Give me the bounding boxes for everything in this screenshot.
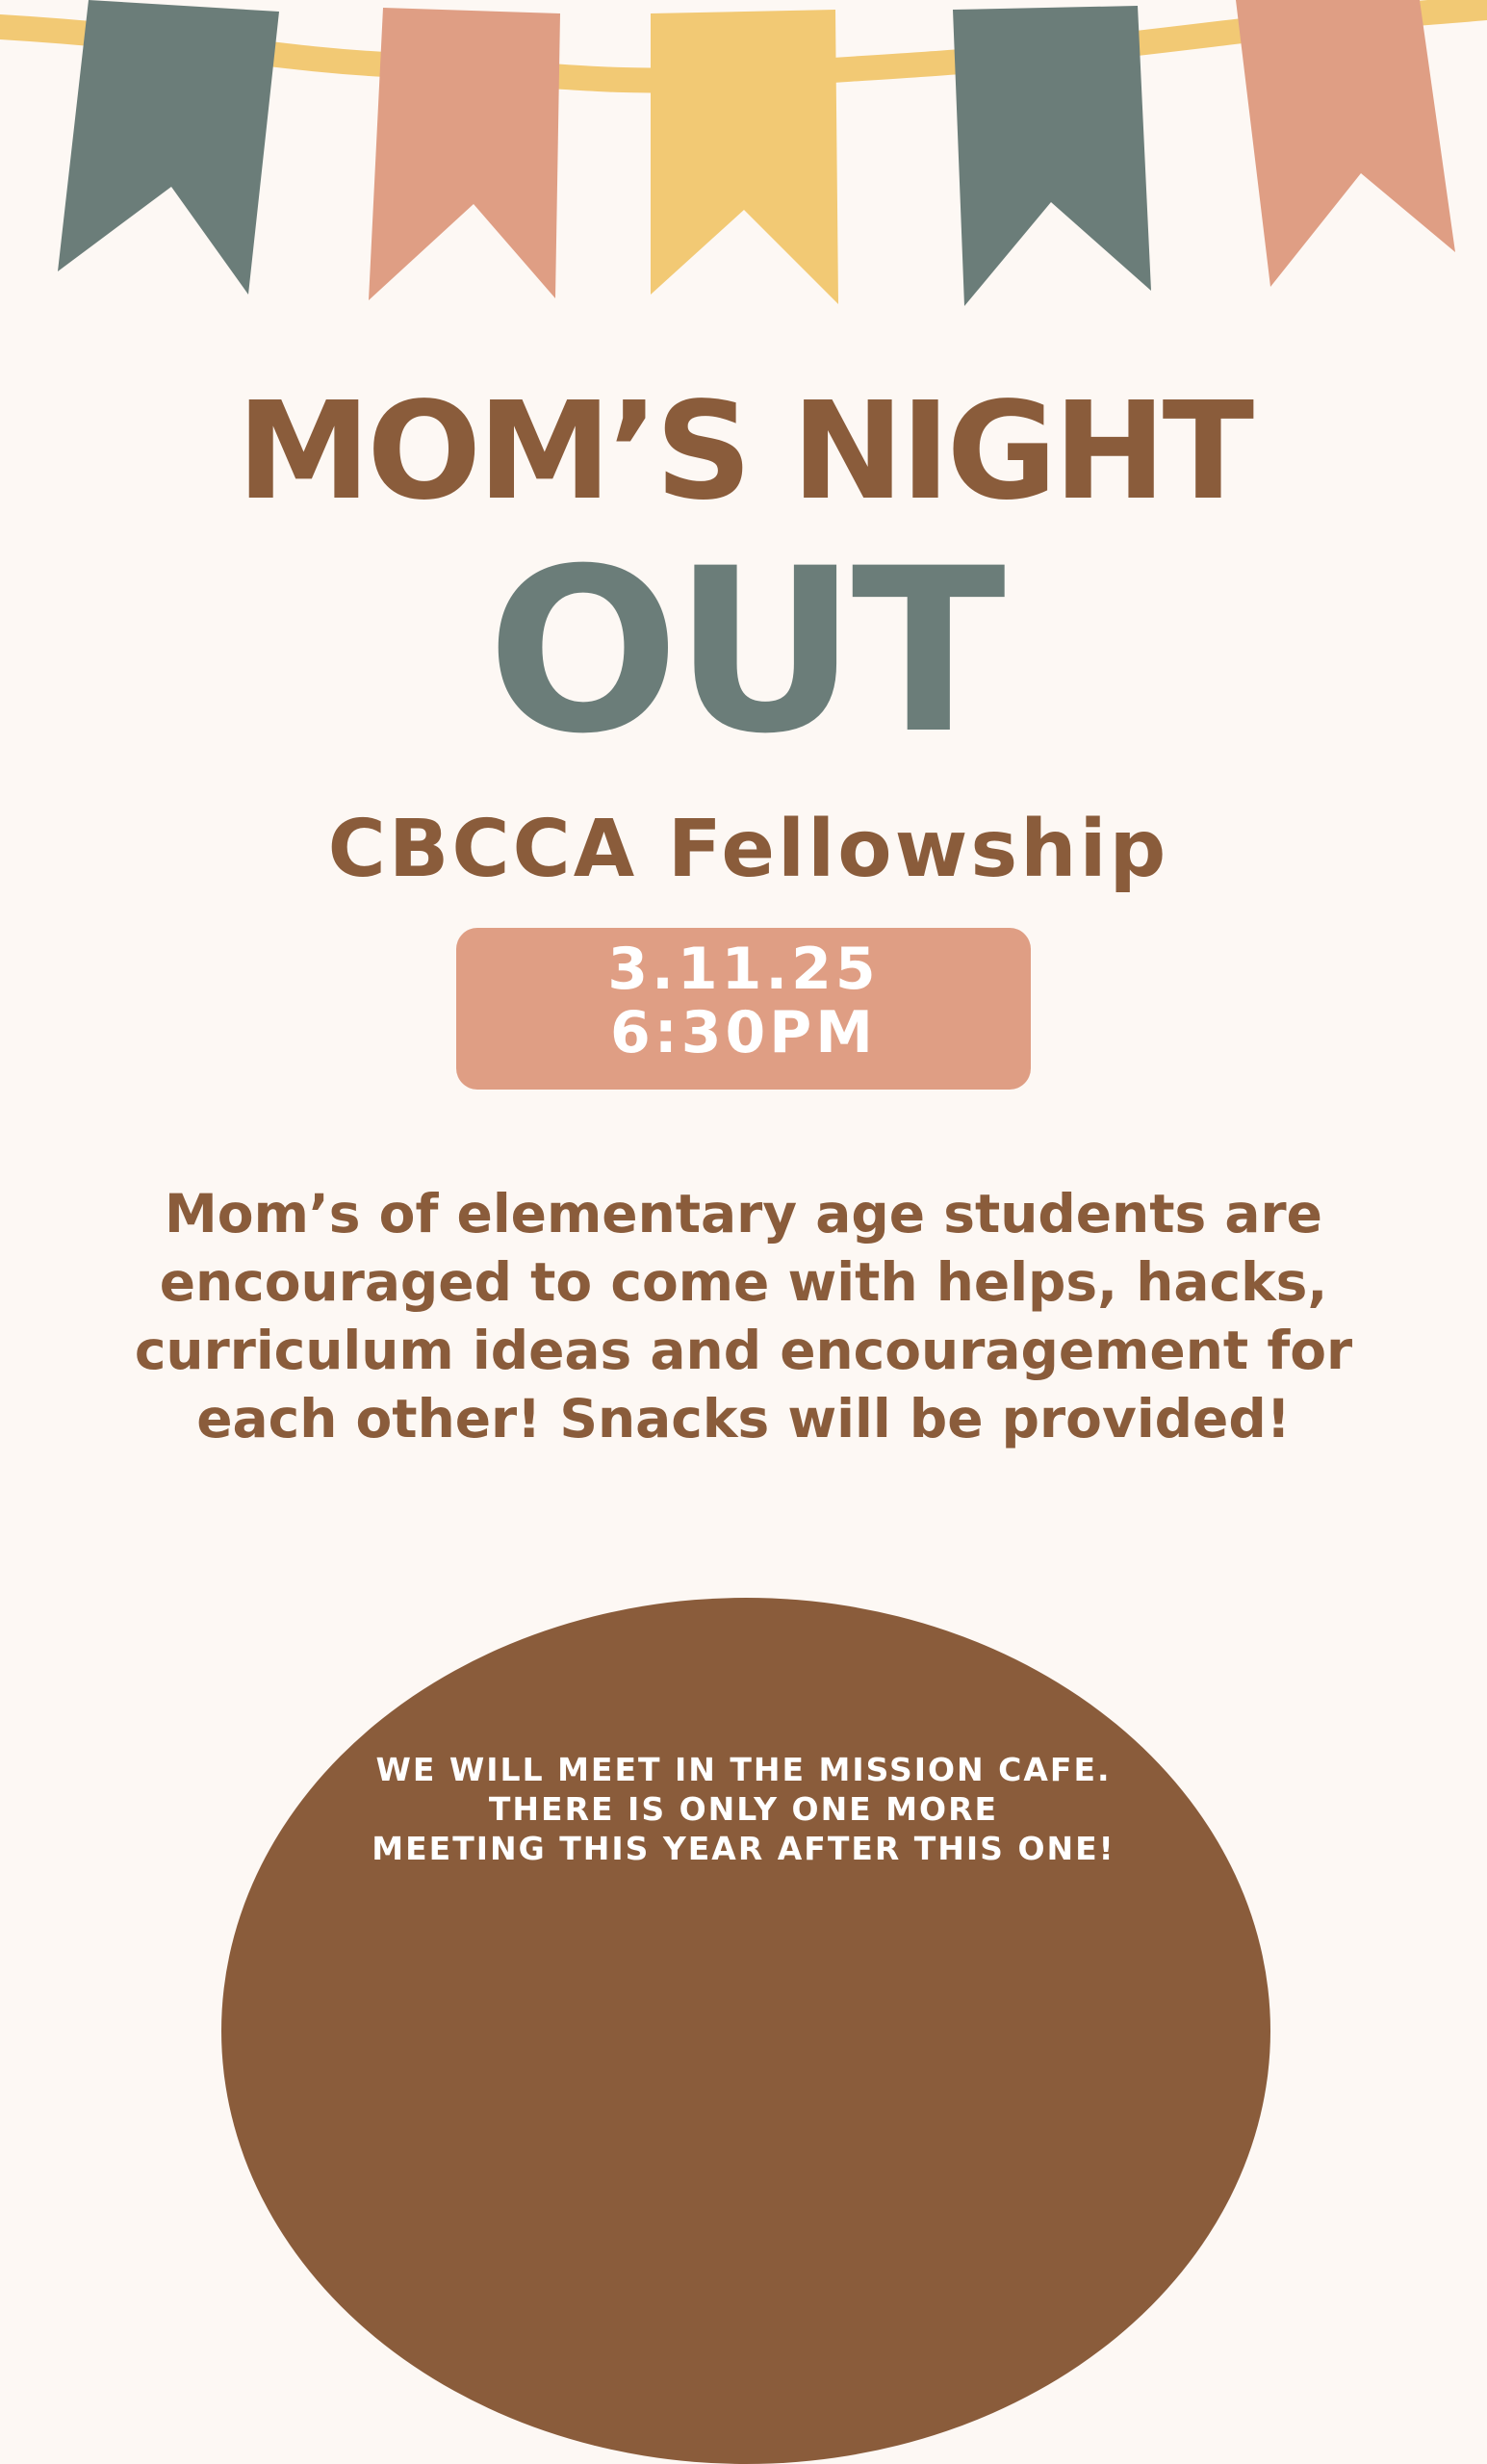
event-time: 6:30PM bbox=[610, 999, 877, 1066]
bunting-flag-3 bbox=[651, 10, 838, 304]
footer-line: MEETING THIS YEAR AFTER THIS ONE! bbox=[372, 1830, 1115, 1867]
footer-arch bbox=[221, 1598, 1270, 2464]
bunting-flag-4 bbox=[953, 6, 1151, 306]
event-date: 3.11.25 bbox=[607, 936, 880, 1003]
bunting-decoration bbox=[0, 0, 1487, 318]
title-moms-night: MOM’S NIGHT bbox=[236, 373, 1251, 530]
event-description: Mom’s of elementary age students are encouraged to come with helps, hacks, curriculum ideas and encouragement for each other! Snacks will be provided! bbox=[134, 1183, 1353, 1450]
title-out: OUT bbox=[487, 521, 1000, 783]
footer-line: THERE IS ONLY ONE MORE bbox=[488, 1790, 999, 1828]
footer-note bbox=[0, 1750, 1487, 1868]
bunting-flag-5 bbox=[1236, 0, 1455, 287]
date-time-badge bbox=[456, 928, 1031, 1090]
subtitle-fellowship: CBCCA Fellowship bbox=[327, 804, 1169, 895]
footer-line: WE WILL MEET IN THE MISSION CAFE. bbox=[375, 1751, 1112, 1788]
bunting-flag-2 bbox=[369, 8, 560, 300]
bunting-flag-1 bbox=[58, 0, 279, 295]
